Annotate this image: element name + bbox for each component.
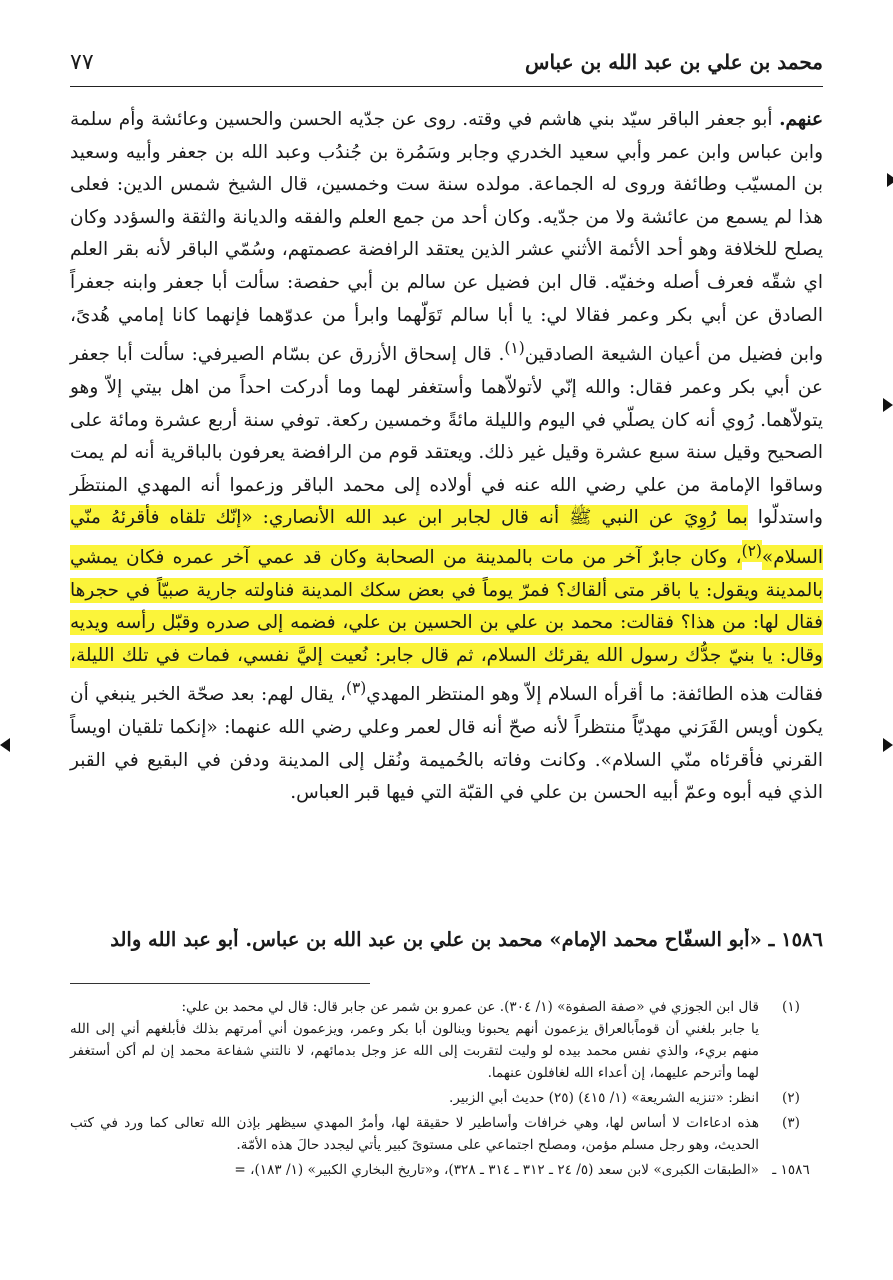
footnote-body [70, 1112, 759, 1156]
text-segment: أبو جعفر الباقر سيّد بني هاشم في وقته. روى عن جدّيه الحسن والحسين وعائشة وأم سلمة وابن عباس وابن عمر وأبي سعيد الخدري وجابر وسَمُرة بن جُندُب وعبد الله بن جعفر وأبيه وسعيد بن المسيّب وطائفة وروى له الجماعة. مولده سنة ست وخمسين، قال الشيخ شمس الدين: فعلى هذا لم يسمع من عائشة ولا من جدّيه. وكان أحد من جمع العلم والفقه والديانة والثقة والسؤدد وكان يصلح للخلافة وهو أحد الأئمة الأثني عشر الذين يعتقد الرافضة عصمتهم، وسُمّي الباقر لأنه بقر العلم اي شقّه فعرف أصله وخفيّه. قال ابن فضيل عن سالم بن أبي حفصة: سألت أبا جعفر وابنه جعفراً الصادق عن أبي بكر وعمر فقالا لي: يا أبا سالم تَوَلّهما وابرأ من عدوّهما فإنهما كانا إمامي هُدىً، وابن فضيل من أعيان الشيعة الصادقين [70, 109, 823, 366]
binding-mark-icon [0, 738, 10, 752]
text-segment: . قال إسحاق الأزرق عن بسّام الصيرفي: سألت أبا جعفر عن أبي بكر وعمر فقال: والله إنّي لأتولاّهما وأستغفر لهما وما أدركت احداً من اهل بيتي إلاّ وهو يتولاّهما. رُوي أنه كان يصلّي في اليوم والليلة مائةً وخمسين ركعة. توفي سنة أربع عشرة ومائة على الصحيح وقيل سنة سبع عشرة وقيل غير ذلك. ويعتقد قوم من الرافضة يعرفون بالباقرية أنه لم يمت وساقوا الإمامة من علي رضي الله عنه في أولاده إلى محمد الباقر وزعموا أنه المهدي المنتظَر واستدلّوا [70, 344, 823, 529]
footnote-line: يا جابر بلغني أن قوماًبالعراق يزعمون أنهم يحبونا وينالون أبا بكر وعمر، ويزعمون أني أمرتهم بذلك فأبلغهم أني إلى الله منهم بريء، والذي نفس محمد بيده لو وليت لتقربت إلى الله عز وجل بدمائهم، لا نالتني شفاعة محمد إن لم أكن أستغفر لهما وأترحم عليهما، إن أعداء الله لغافلون عنهما. [70, 1021, 759, 1081]
footnote-number: ١٥٨٦ ـ [772, 1162, 810, 1178]
footnote-number: (٢) [782, 1090, 800, 1106]
lead-word: عنهم. [779, 109, 823, 130]
header-rule [70, 86, 823, 87]
footnote-body [70, 1159, 759, 1181]
footnote-item [70, 1112, 823, 1156]
footnote-item [70, 1159, 823, 1181]
footnote-ref: (١) [504, 339, 525, 358]
text-segment: فقالت هذه الطائفة: ما أقرأه السلام إلاّ وهو المنتظر المهدي [366, 684, 823, 706]
footnote-line: «الطبقات الكبرى» لابن سعد (٥/ ٢٤ ـ ٣١٢ ـ ٣١٤ ـ ٣٢٨)، و«تاريخ البخاري الكبير» (١/ ١٨٣)، = [234, 1162, 759, 1178]
entry-number: ١٥٨٦ ـ [768, 928, 823, 951]
footnote-item [70, 996, 823, 1084]
footnote-number: (١) [782, 999, 800, 1015]
entry-heading [70, 928, 823, 951]
highlighted-text: بما رُوِيَ عن النبي ﷺ أنه قال لجابر ابن عبد الله الأنصاري: «إنّك تلقاه فأقرئهُ منّي السلام» [70, 507, 823, 569]
footnote-line: قال ابن الجوزي في «صفة الصفوة» (١/ ٣٠٤). عن عمرو بن شمر عن جابر قال: قال لي محمد بن علي: [181, 999, 759, 1015]
footnote-separator [70, 983, 370, 984]
footnote-ref: (٢) [741, 541, 762, 560]
footnote-item [70, 1087, 823, 1109]
footnote-line: هذه ادعاءات لا أساس لها، وهي خرافات وأساطير لا حقيقة لها، وأمرُ المهدي سيظهر بإذن الله تعالى كما ورد في كتب الحديث، وهو رجل مسلم مؤمن، ومصلح اجتماعي على مستوىً كبير يأتي ليجدد حالَ هذه الأمّة. [70, 1115, 759, 1153]
footnote-body [70, 1087, 759, 1109]
entry-text: «أبو السفّاح محمد الإمام» محمد بن علي بن عبد الله بن عباس. أبو عبد الله والد [110, 928, 762, 951]
binding-mark-icon [883, 398, 893, 412]
running-header [70, 50, 823, 84]
footnote-line: انظر: «تنزيه الشريعة» (١/ ٤١٥) (٢٥) حديث أبي الزبير. [449, 1090, 759, 1106]
page-number: ٧٧ [70, 50, 94, 75]
header-title: محمد بن علي بن عبد الله بن عباس [525, 50, 823, 74]
binding-mark-icon [883, 738, 893, 752]
footnote-ref: (٣) [345, 679, 367, 698]
footnote-body [70, 996, 759, 1084]
text-segment: ، يقال لهم: بعد صحّة الخبر ينبغي أن يكون أويس القَرَني مهديّاً منتظراً لأنه صحّ أنه قال لعمر وعلي رضي الله عنهما: «إنكما تلقيان اويساً القرني فأقرئاه منّي السلام». وكانت وفاته بالحُميمة ونُقل إلى المدينة ودفن في البقيع في القبر الذي فيه أبوه وعمّ أبيه الحسن بن علي في القبّة التي فيها قبر العباس. [70, 684, 823, 804]
footnotes [70, 996, 823, 1184]
main-text [70, 104, 823, 810]
binding-mark-icon [887, 173, 893, 187]
main-paragraph [70, 104, 823, 810]
highlighted-text: ، وكان جابرٌ آخر من مات بالمدينة من الصحابة وكان قد عمي آخر عمره فكان يمشي بالمدينة ويقول: يا باقر متى ألقاك؟ فمرّ يوماً في بعض سكك المدينة فناولته جارية صبيّاً في حجرها فقال لها: من هذا؟ فقالت: محمد بن علي بن الحسين بن علي، فضمه إلى صدره وقبّل رأسه ويديه وقال: يا بنيّ جدُّك رسول الله يقرئك السلام، ثم قال جابر: نُعيت إليَّ نفسي، فمات في تلك الليلة، [70, 547, 823, 666]
footnote-number: (٣) [782, 1115, 800, 1131]
